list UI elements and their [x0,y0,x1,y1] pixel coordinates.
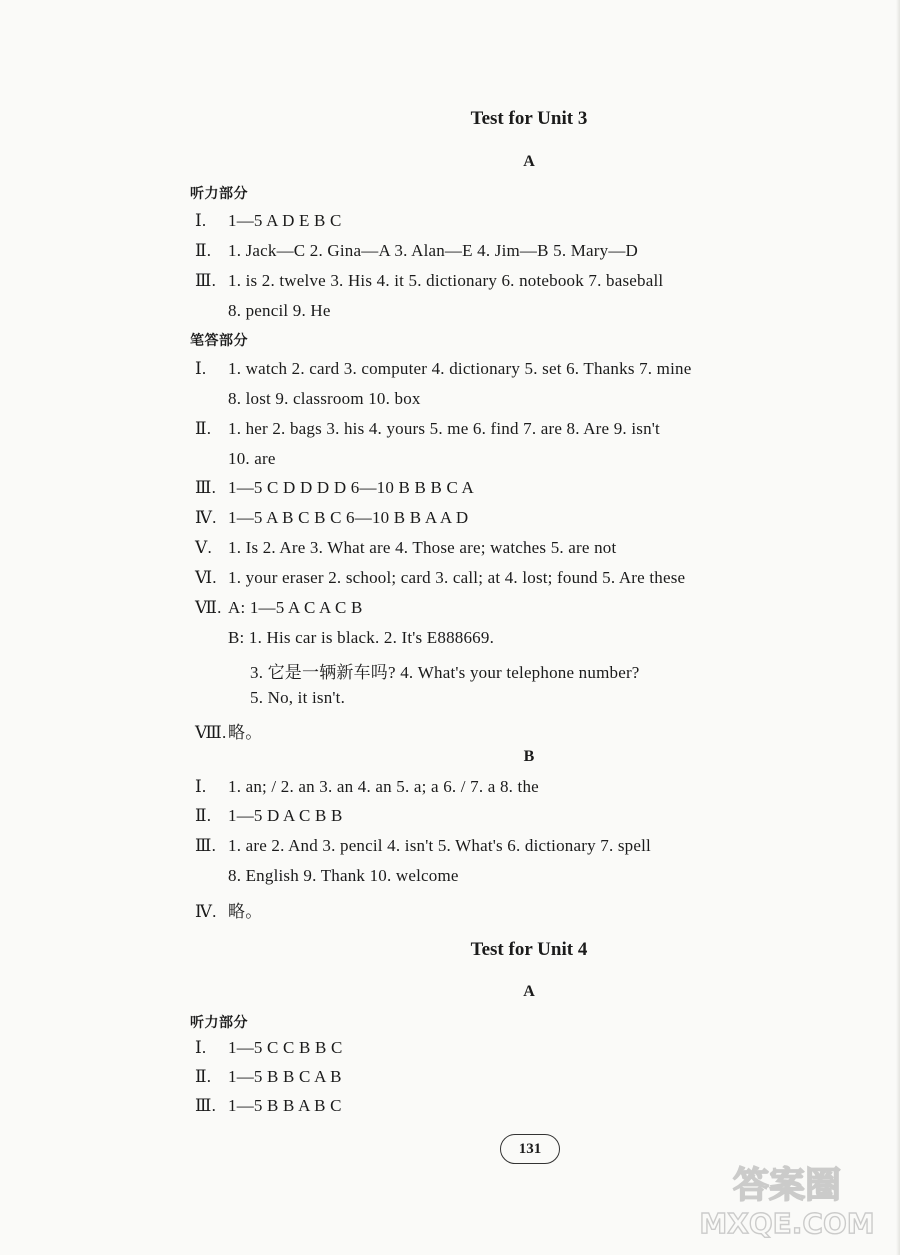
answer-line: 10. are [228,449,276,468]
answer-line: 5. No, it isn't. [250,688,346,707]
unit4-section-a: A [523,983,535,1000]
answer-line: Ⅰ. 1. watch 2. card 3. computer 4. dictionary 5. set 6. Thanks 7. mine [195,359,692,378]
svg-text:答案圈: 答案圈 [732,1165,842,1206]
answer-line: Ⅰ. 1—5 C C B B C [195,1038,343,1057]
answer-line: Ⅲ. 1—5 C D D D D 6—10 B B B C A [195,478,474,497]
answer-line: 3. 它是一辆新车吗? 4. What's your telephone number? [250,663,640,682]
answer-line: Ⅰ. 1—5 A D E B C [195,211,342,230]
unit4-listening-label: 听力部分 [190,1015,248,1031]
watermark-logo [692,1153,882,1243]
unit3-section-a: A [523,153,535,170]
page-number: 131 [518,1140,542,1157]
page-number-badge [500,1134,560,1164]
unit3-section-b: B [523,748,535,765]
answer-line: 8. lost 9. classroom 10. box [228,389,421,408]
answer-line: Ⅱ. 1. her 2. bags 3. his 4. yours 5. me 6. find 7. are 8. Are 9. isn't [195,419,660,438]
answer-line: Ⅶ. A: 1—5 A C A C B [195,598,363,617]
answer-line: Ⅷ.略。 [195,723,263,742]
answer-line: Ⅲ. 1—5 B B A B C [195,1096,342,1115]
page-edge [896,0,900,1255]
answer-line: Ⅱ. 1—5 B B C A B [195,1067,342,1086]
answer-line: Ⅰ. 1. an; / 2. an 3. an 4. an 5. a; a 6. / 7. a 8. the [195,777,539,796]
answer-line: B: 1. His car is black. 2. It's E888669. [228,628,495,647]
answer-line: 8. English 9. Thank 10. welcome [228,866,459,885]
unit4-title: Test for Unit 4 [470,939,588,960]
answer-line: Ⅲ. 1. are 2. And 3. pencil 4. isn't 5. What's 6. dictionary 7. spell [195,836,651,855]
answer-line: 8. pencil 9. He [228,301,331,320]
answer-line: Ⅳ. 1—5 A B C B C 6—10 B B A A D [195,508,469,527]
svg-text:MXQE.COM: MXQE.COM [699,1207,875,1240]
answer-line: Ⅱ. 1. Jack—C 2. Gina—A 3. Alan—E 4. Jim—B 5. Mary—D [195,241,639,260]
unit3-listening-label: 听力部分 [190,186,248,202]
answer-line: Ⅲ. 1. is 2. twelve 3. His 4. it 5. dictionary 6. notebook 7. baseball [195,271,664,290]
answer-line: Ⅵ. 1. your eraser 2. school; card 3. call; at 4. lost; found 5. Are these [195,568,686,587]
answer-line: Ⅳ. 略。 [195,902,263,921]
watermark-graphic [692,1153,882,1243]
answer-line: Ⅱ. 1—5 D A C B B [195,806,343,825]
unit3-written-label: 笔答部分 [190,333,248,349]
unit3-title: Test for Unit 3 [470,108,588,129]
answer-line: Ⅴ. 1. Is 2. Are 3. What are 4. Those are; watches 5. are not [195,538,617,557]
